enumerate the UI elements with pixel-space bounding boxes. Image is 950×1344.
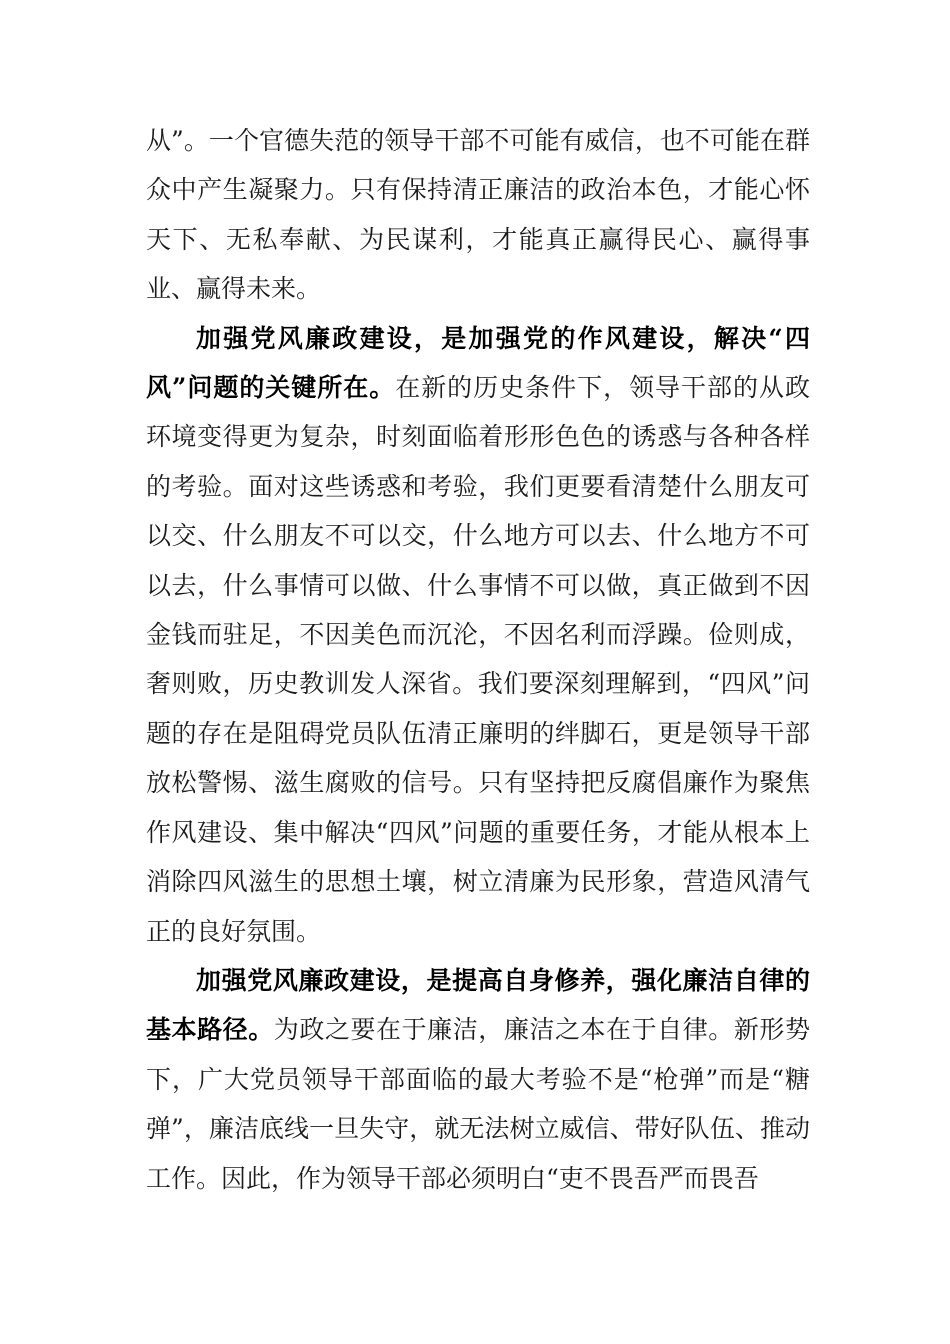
paragraph-3 <box>146 956 810 1203</box>
paragraph-1 <box>146 116 810 314</box>
paragraph-2-lead: 加强党风廉政建设，是加强党的作风建设，解决“四风”问题的关键所在。 <box>146 323 810 403</box>
document-body <box>146 116 810 1203</box>
paragraph-3-lead: 加强党风廉政建设，是提高自身修养，强化廉洁自律的基本路径。 <box>146 965 810 1045</box>
paragraph-3-body: 为政之要在于廉洁，廉洁之本在于自律。新形势下，广大党员领导干部面临的最大考验不是“枪弹”而是“糖弹”，廉洁底线一旦失守，就无法树立威信、带好队伍、推动工作。因此，作为领导干部必须明白“吏不畏吾严而畏吾 <box>146 1015 810 1193</box>
paragraph-2 <box>146 314 810 956</box>
paragraph-1-body: 从”。一个官德失范的领导干部不可能有威信，也不可能在群众中产生凝聚力。只有保持清正廉洁的政治本色，才能心怀天下、无私奉献、为民谋利，才能真正赢得民心、赢得事业、赢得未来。 <box>146 126 810 304</box>
paragraph-2-body: 在新的历史条件下，领导干部的从政环境变得更为复杂，时刻面临着形形色色的诱惑与各种各样的考验。面对这些诱惑和考验，我们更要看清楚什么朋友可以交、什么朋友不可以交，什么地方可以去、什么地方不可以去，什么事情可以做、什么事情不可以做，真正做到不因金钱而驻足，不因美色而沉沦，不因名利而浮躁。俭则成，奢则败，历史教训发人深省。我们要深刻理解到，“四风”问题的存在是阻碍党员队伍清正廉明的绊脚石，更是领导干部放松警惕、滋生腐败的信号。只有坚持把反腐倡廉作为聚焦作风建设、集中解决“四风”问题的重要任务，才能从根本上消除四风滋生的思想土壤，树立清廉为民形象，营造风清气正的良好氛围。 <box>146 373 810 946</box>
